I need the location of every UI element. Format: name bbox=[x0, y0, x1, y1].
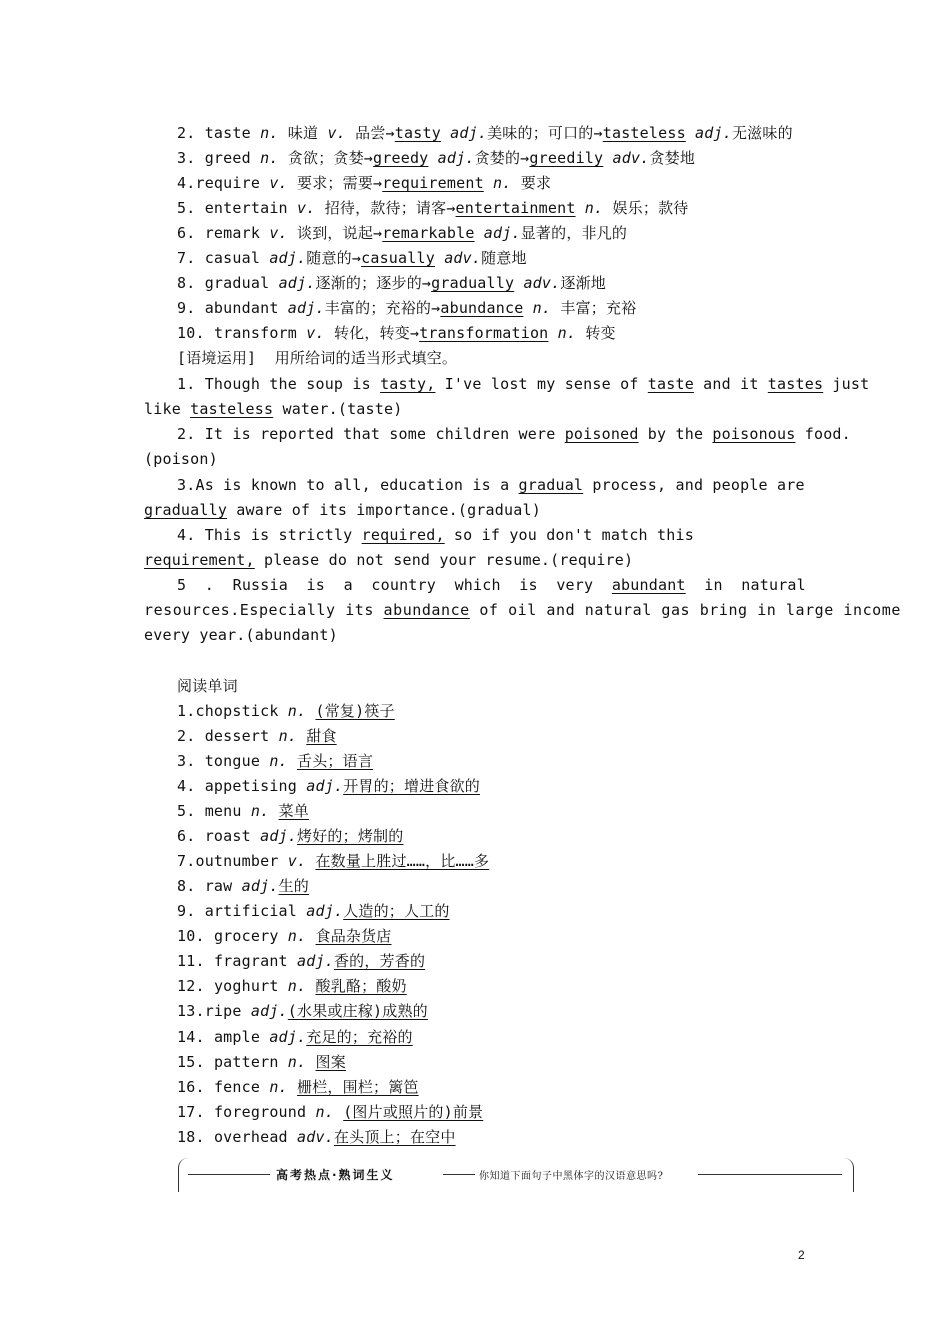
answer-blank: tastes bbox=[767, 375, 824, 393]
reading-word-entry: 5. menu n. 菜单 bbox=[177, 802, 309, 820]
reading-word-entry: 3. tongue n. 舌头；语言 bbox=[177, 752, 374, 770]
reading-word-entry: 13.ripe adj.(水果或庄稼)成熟的 bbox=[177, 1002, 428, 1020]
exercise-4-line-1: 4. This is strictly required, so if you don't match this bbox=[177, 526, 694, 544]
reading-word-entry: 7.outnumber v. 在数量上胜过……，比……多 bbox=[177, 852, 490, 870]
exercise-5-line-1: 5 . Russia is a country which is very abundant in natural bbox=[177, 576, 806, 594]
reading-word-entry: 11. fragrant adj.香的，芳香的 bbox=[177, 952, 426, 970]
exercise-4-line-2: requirement, please do not send your resume.(require) bbox=[144, 551, 634, 569]
reading-word-entry: 14. ample adj.充足的；充裕的 bbox=[177, 1028, 413, 1046]
reading-heading: 阅读单词 bbox=[177, 677, 238, 695]
answer-blank: required, bbox=[361, 526, 445, 544]
reading-word-entry: 16. fence n. 栅栏，围栏；篱笆 bbox=[177, 1078, 419, 1096]
answer-blank: gradual bbox=[518, 476, 584, 494]
answer-blank: abundant bbox=[611, 576, 686, 594]
reading-word-entry: 12. yoghurt n. 酸乳酪；酸奶 bbox=[177, 977, 407, 995]
reading-word-entry: 10. grocery n. 食品杂货店 bbox=[177, 927, 392, 945]
reading-word-entry: 1.chopstick n. (常复)筷子 bbox=[177, 702, 395, 720]
section-banner bbox=[178, 1158, 854, 1198]
reading-word-entry: 6. roast adj.烤好的；烤制的 bbox=[177, 827, 404, 845]
reading-word-entry: 8. raw adj.生的 bbox=[177, 877, 309, 895]
exercise-5-line-2: resources.Especially its abundance of oil and natural gas bring in large income bbox=[144, 601, 901, 619]
page-number: 2 bbox=[798, 1248, 805, 1262]
exercise-5-line-3: every year.(abundant) bbox=[144, 626, 338, 644]
answer-blank: poisonous bbox=[712, 425, 796, 443]
answer-blank: taste bbox=[647, 375, 694, 393]
reading-word-entry: 2. dessert n. 甜食 bbox=[177, 727, 337, 745]
exercise-2-line-1: 2. It is reported that some children were poisoned by the poisonous food. bbox=[177, 425, 851, 443]
answer-blank: poisoned bbox=[564, 425, 639, 443]
word-entry: 6. remark v. 谈到，说起→remarkable adj.显著的，非凡的 bbox=[177, 224, 628, 242]
banner-rule-mid bbox=[443, 1174, 475, 1175]
word-entry: 2. taste n. 味道 v. 品尝→tasty adj.美味的；可口的→tasteless adj.无滋味的 bbox=[177, 124, 793, 142]
reading-word-entry: 4. appetising adj.开胃的；增进食欲的 bbox=[177, 777, 480, 795]
word-entry: 7. casual adj.随意的→casually adv.随意地 bbox=[177, 249, 527, 267]
banner-title: 高考热点·熟词生义 bbox=[276, 1168, 395, 1182]
reading-word-entry: 9. artificial adj.人造的；人工的 bbox=[177, 902, 450, 920]
word-entry: 3. greed n. 贪欲；贪婪→greedy adj.贪婪的→greedily adv.贪婪地 bbox=[177, 149, 696, 167]
context-heading: [语境运用] 用所给词的适当形式填空。 bbox=[177, 349, 458, 367]
exercise-1-line-2: like tasteless water.(taste) bbox=[144, 400, 403, 418]
answer-blank: requirement, bbox=[144, 551, 255, 569]
exercise-1-line-1: 1. Though the soup is tasty, I've lost my sense of taste and it tastes just bbox=[177, 375, 870, 393]
reading-word-entry: 17. foreground n. (图片或照片的)前景 bbox=[177, 1103, 484, 1121]
word-entry: 8. gradual adj.逐渐的；逐步的→gradually adv.逐渐地 bbox=[177, 274, 606, 292]
banner-rule-right bbox=[698, 1174, 842, 1175]
answer-blank: abundance bbox=[383, 601, 470, 619]
exercise-3-line-2: gradually aware of its importance.(gradual) bbox=[144, 501, 541, 519]
exercise-3-line-1: 3.As is known to all, education is a gradual process, and people are bbox=[177, 476, 805, 494]
reading-word-entry: 15. pattern n. 图案 bbox=[177, 1053, 346, 1071]
word-entry: 10. transform v. 转化，转变→transformation n. 转变 bbox=[177, 324, 616, 342]
reading-word-entry: 18. overhead adv.在头顶上；在空中 bbox=[177, 1128, 456, 1146]
banner-rule-left bbox=[188, 1174, 270, 1175]
word-entry: 4.require v. 要求；需要→requirement n. 要求 bbox=[177, 174, 552, 192]
exercise-2-line-2: (poison) bbox=[144, 450, 218, 468]
answer-blank: tasty, bbox=[380, 375, 436, 393]
word-entry: 9. abundant adj.丰富的；充裕的→abundance n. 丰富；充裕 bbox=[177, 299, 637, 317]
answer-blank: tasteless bbox=[190, 400, 274, 418]
answer-blank: gradually bbox=[144, 501, 228, 519]
word-entry: 5. entertain v. 招待，款待；请客→entertainment n. 娱乐；款待 bbox=[177, 199, 689, 217]
banner-subtitle: 你知道下面句子中黑体字的汉语意思吗? bbox=[479, 1171, 664, 1182]
